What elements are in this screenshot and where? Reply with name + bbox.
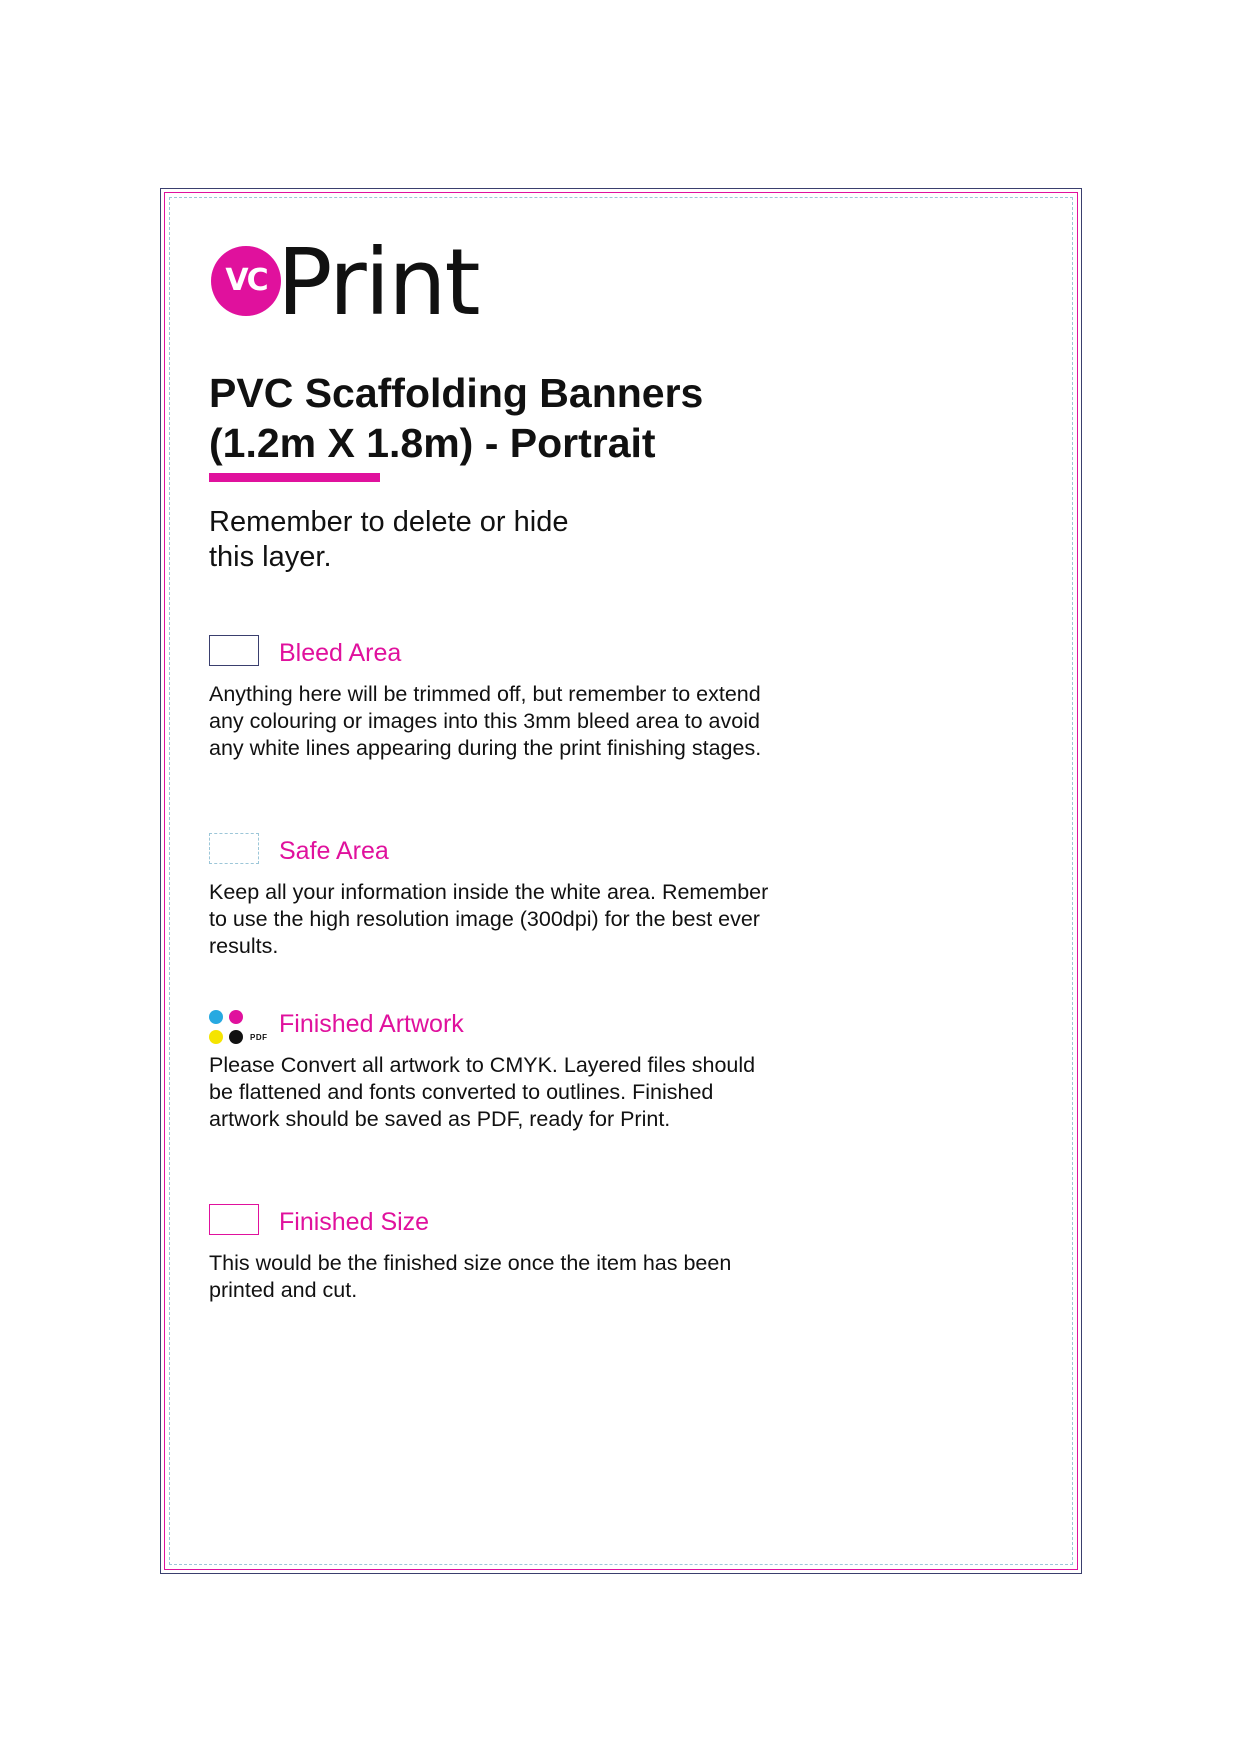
layer-note <box>209 505 669 575</box>
legend-finished-artwork <box>209 1006 809 1133</box>
legend-finished-size <box>209 1204 809 1304</box>
title-underline <box>209 473 380 482</box>
vcprint-logo <box>211 229 511 336</box>
note-line-1: Remember to delete or hide <box>209 506 569 538</box>
legend-description: This would be the finished size once the item has been printed and cut. <box>209 1251 732 1302</box>
legend-safe-area <box>209 833 809 960</box>
legend-description: Anything here will be trimmed off, but remember to extend any colouring or images into this 3mm bleed area to avoid any white lines appearing during the print finishing stages. <box>209 682 762 760</box>
title-line-1: PVC Scaffolding Banners <box>209 370 704 416</box>
black-dot-icon <box>229 1030 243 1044</box>
finished-size-swatch-icon <box>209 1204 259 1235</box>
title-line-2: (1.2m X 1.8m) - Portrait <box>209 420 656 466</box>
bleed-swatch-icon <box>209 635 259 666</box>
magenta-dot-icon <box>229 1010 243 1024</box>
logo-wordmark: Print <box>277 229 479 336</box>
safe-swatch-icon <box>209 833 259 864</box>
page-title <box>209 368 909 468</box>
note-line-2: this layer. <box>209 541 332 573</box>
cmyk-pdf-icon <box>209 1006 269 1046</box>
legend-title: Safe Area <box>279 837 389 865</box>
logo-badge-text: VC <box>225 263 267 298</box>
legend-description: Keep all your information inside the white area. Remember to use the high resolution image (300dpi) for the best ever results. <box>209 880 769 958</box>
legend-title: Finished Artwork <box>279 1010 464 1038</box>
pdf-label: PDF <box>250 1033 268 1042</box>
legend-title: Finished Size <box>279 1208 430 1236</box>
legend-title: Bleed Area <box>279 639 402 667</box>
legend-bleed-area <box>209 635 809 762</box>
yellow-dot-icon <box>209 1030 223 1044</box>
legend-description: Please Convert all artwork to CMYK. Layered files should be flattened and fonts converted to outlines. Finished artwork should be saved as PDF, ready for Print. <box>209 1053 756 1131</box>
cyan-dot-icon <box>209 1010 223 1024</box>
